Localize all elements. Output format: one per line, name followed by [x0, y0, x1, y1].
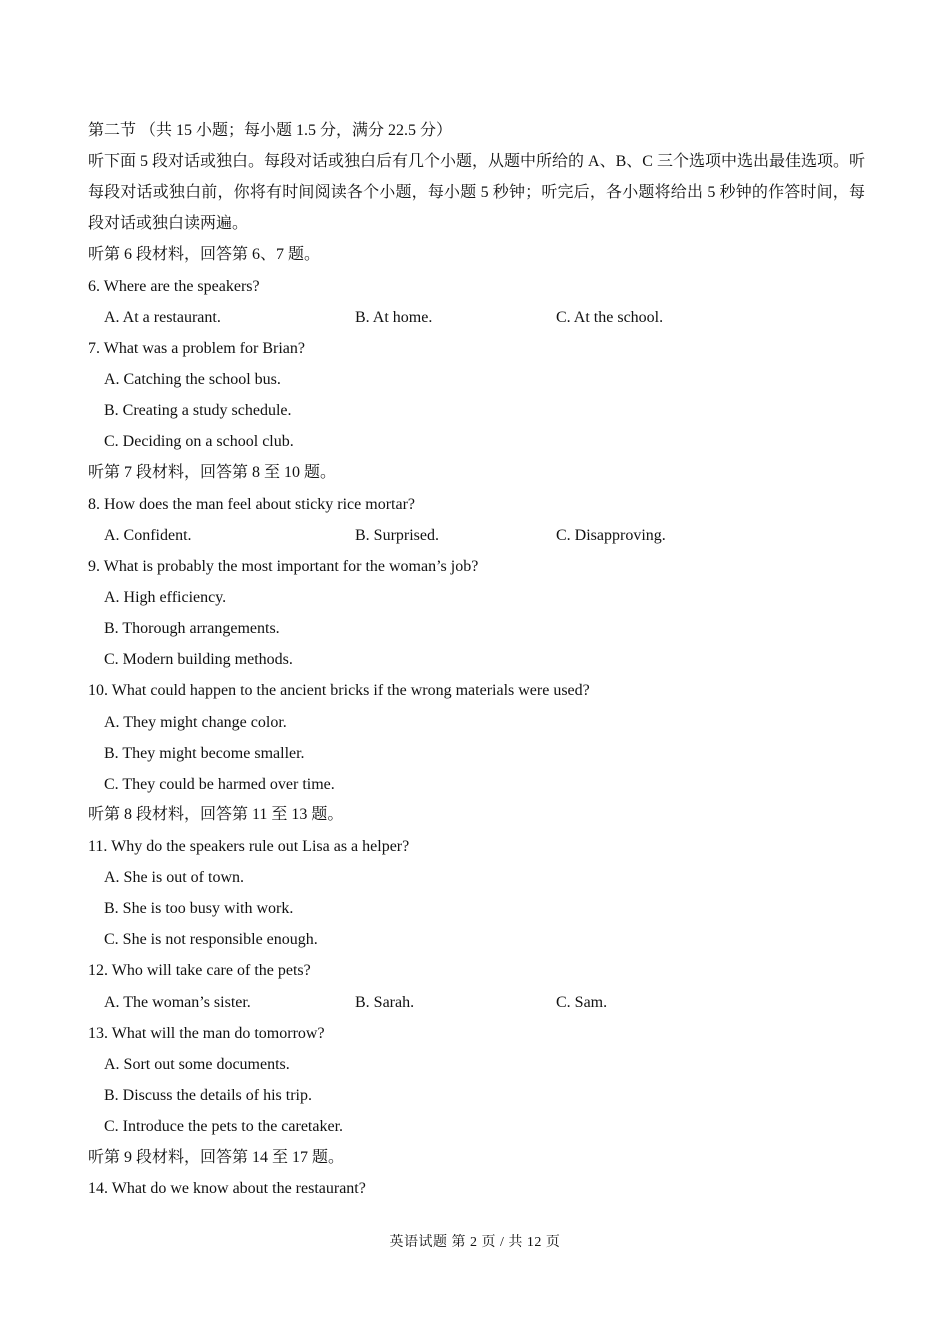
option-c: C. At the school. — [556, 309, 664, 326]
group-label: 听第 9 段材料，回答第 14 至 17 题。 — [88, 1149, 345, 1166]
question-text: 11. Why do the speakers rule out Lisa as a helper? — [88, 838, 410, 855]
question-text: 10. What could happen to the ancient bricks if the wrong materials were used? — [88, 682, 590, 699]
question-text: 7. What was a problem for Brian? — [88, 340, 305, 357]
question-text: 12. Who will take care of the pets? — [88, 962, 311, 979]
group-label: 听第 6 段材料，回答第 6、7 题。 — [88, 246, 321, 263]
section-instructions: 听下面 5 段对话或独白。每段对话或独白后有几个小题，从题中所给的 A、B、C 三个选项中选出最佳选项。听每段对话或独白前，你将有时间阅读各个小题，每小题 5 秒钟；听完后，各小题将给出 5 秒钟的作答时间，每段对话或独白读两遍。 — [88, 153, 865, 232]
section-heading: 第二节 （共 15 小题；每小题 1.5 分，满分 22.5 分） — [88, 122, 453, 139]
question-text: 14. What do we know about the restaurant? — [88, 1180, 366, 1197]
question-text: 8. How does the man feel about sticky rice mortar? — [88, 496, 415, 513]
option-b: B. At home. — [355, 309, 433, 326]
option-c: C. Disapproving. — [556, 527, 666, 544]
option-b: B. She is too busy with work. — [104, 900, 294, 917]
option-a: A. The woman’s sister. — [104, 994, 251, 1011]
option-b: B. Creating a study schedule. — [104, 402, 292, 419]
option-a: A. She is out of town. — [104, 869, 244, 886]
option-c: C. Modern building methods. — [104, 651, 293, 668]
option-b: B. Thorough arrangements. — [104, 620, 280, 637]
option-b: B. Sarah. — [355, 994, 415, 1011]
question-text: 6. Where are the speakers? — [88, 278, 260, 295]
option-b: B. Discuss the details of his trip. — [104, 1087, 312, 1104]
option-c: C. She is not responsible enough. — [104, 931, 318, 948]
group-label: 听第 7 段材料，回答第 8 至 10 题。 — [88, 464, 337, 481]
option-c: C. Sam. — [556, 994, 608, 1011]
option-a: A. They might change color. — [104, 714, 287, 731]
option-b: B. They might become smaller. — [104, 745, 305, 762]
option-c: C. They could be harmed over time. — [104, 776, 335, 793]
option-b: B. Surprised. — [355, 527, 439, 544]
option-a: A. At a restaurant. — [104, 309, 221, 326]
group-label: 听第 8 段材料，回答第 11 至 13 题。 — [88, 806, 344, 823]
option-c: C. Introduce the pets to the caretaker. — [104, 1118, 344, 1135]
page-footer: 英语试题 第 2 页 / 共 12 页 — [389, 1235, 561, 1250]
option-a: A. High efficiency. — [104, 589, 227, 606]
option-a: A. Catching the school bus. — [104, 371, 281, 388]
question-text: 13. What will the man do tomorrow? — [88, 1025, 325, 1042]
option-a: A. Confident. — [104, 527, 192, 544]
question-text: 9. What is probably the most important for the woman’s job? — [88, 558, 479, 575]
option-c: C. Deciding on a school club. — [104, 433, 294, 450]
option-a: A. Sort out some documents. — [104, 1056, 290, 1073]
